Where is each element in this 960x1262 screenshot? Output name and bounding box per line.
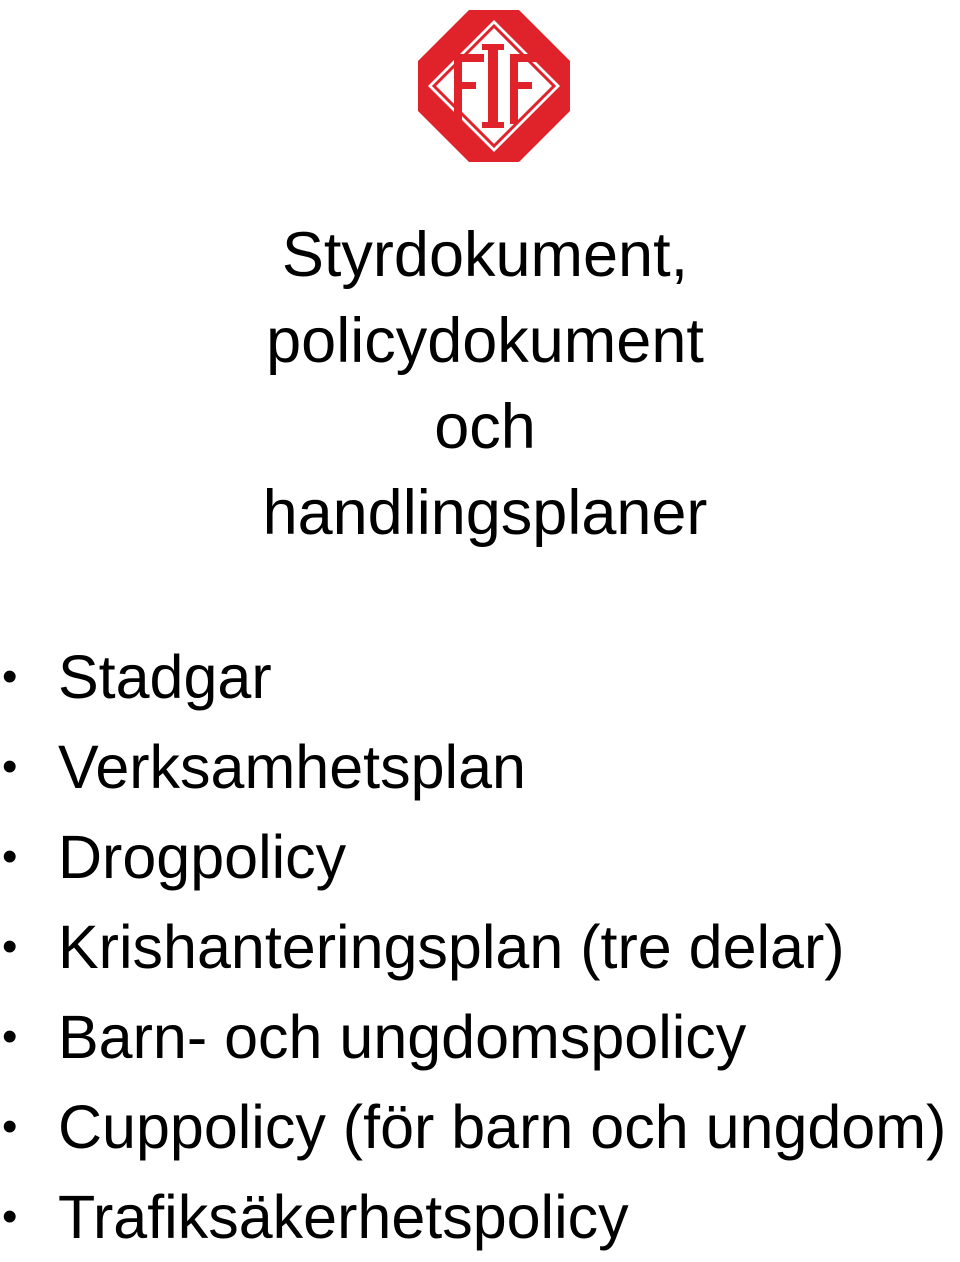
bullet-icon: • [2, 1102, 18, 1151]
list-item [0, 1082, 946, 1172]
list-item [0, 992, 946, 1082]
list-item [0, 902, 946, 992]
club-logo [414, 6, 574, 166]
bullet-icon: • [2, 922, 18, 971]
list-item-label: Krishanteringsplan (tre delar) [58, 913, 845, 981]
bullet-icon: • [2, 1192, 18, 1241]
list-item [0, 722, 946, 812]
list-item-label: Trafiksäkerhetspolicy [58, 1183, 629, 1251]
list-item-label: Barn- och ungdomspolicy [58, 1003, 747, 1071]
list-item-label: Verksamhetsplan [58, 733, 526, 801]
list-item [0, 1172, 946, 1262]
bullet-icon: • [2, 832, 18, 881]
bullet-icon: • [2, 1012, 18, 1061]
title-line: och [434, 392, 536, 462]
bullet-icon: • [2, 652, 18, 701]
bullet-icon: • [2, 742, 18, 791]
list-item-label: Cuppolicy (för barn och ungdom) [58, 1093, 947, 1161]
list-item-label: Stadgar [58, 643, 272, 711]
document-list [0, 632, 946, 1262]
list-item-label: Drogpolicy [58, 823, 347, 891]
list-item [0, 632, 946, 722]
page-title [0, 212, 960, 556]
list-item [0, 812, 946, 902]
title-line: handlingsplaner [262, 478, 708, 548]
title-line: policydokument [266, 306, 704, 376]
fif-emblem-icon [414, 6, 574, 166]
title-line: Styrdokument, [281, 220, 689, 290]
